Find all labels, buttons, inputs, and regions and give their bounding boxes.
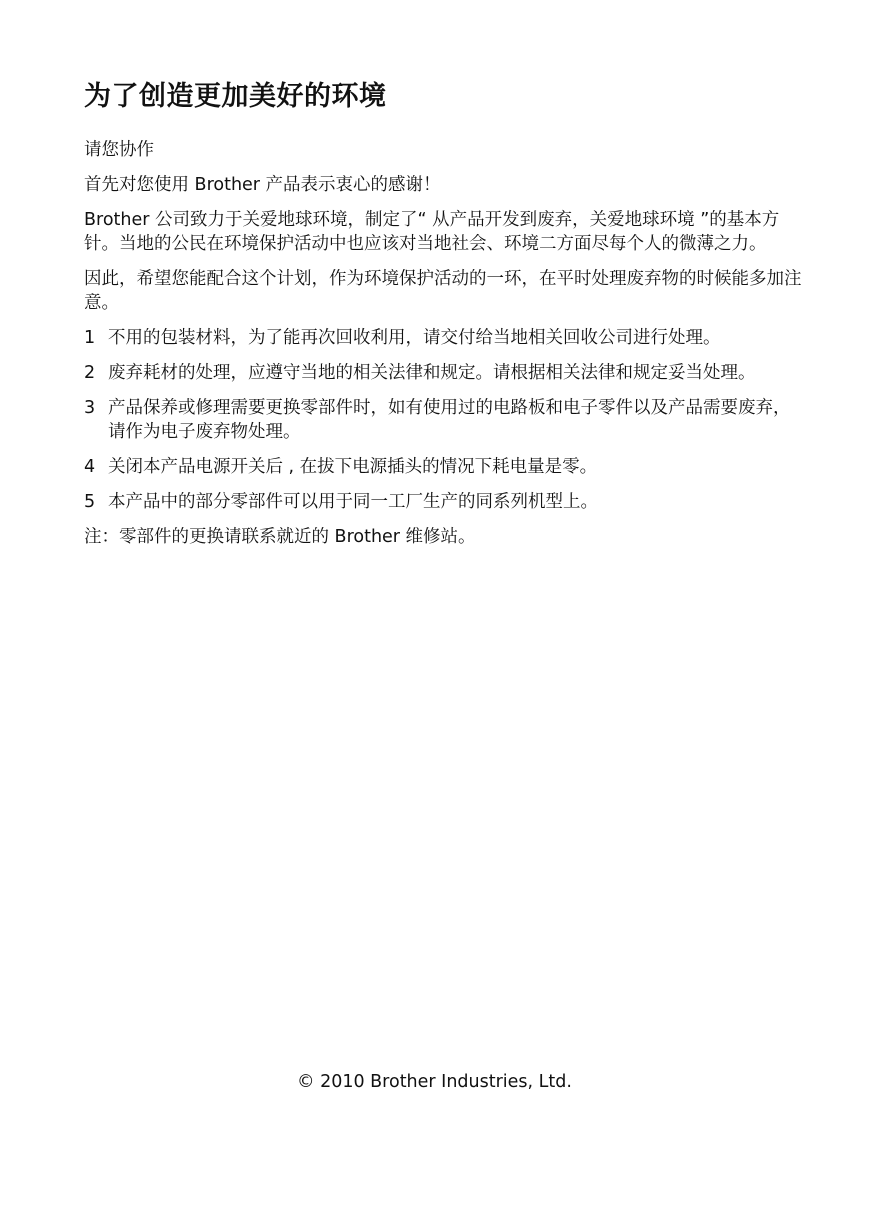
policy-paragraph: Brother 公司致力于关爱地球环境，制定了“ 从产品开发到废弃，关爱地球环境 ”的基本方针。当地的公民在环境保护活动中也应该对当地社会、环境二方面尽每个人的微薄之力。: [84, 210, 780, 254]
thanks-paragraph: 首先对您使用 Brother 产品表示衷心的感谢！: [84, 175, 441, 195]
subtitle: 请您协作: [84, 140, 154, 160]
list-item-text: 产品保养或修理需要更换零部件时，如有使用过的电路板和电子零件以及产品需要废弃，请作为电子废弃物处理。: [108, 398, 791, 442]
list-item-text: 废弃耗材的处理，应遵守当地的相关法律和规定。请根据相关法律和规定妥当处理。: [108, 363, 756, 383]
list-item-number: 5: [84, 492, 96, 512]
list-item-text: 不用的包装材料，为了能再次回收利用，请交付给当地相关回收公司进行处理。: [108, 328, 721, 348]
list-item-number: 1: [84, 328, 96, 348]
list-item: [84, 455, 804, 479]
list-item-text: 关闭本产品电源开关后 , 在拔下电源插头的情况下耗电量是零。: [108, 457, 598, 477]
page-title: 为了创造更加美好的环境: [84, 81, 387, 112]
list-item: [84, 490, 804, 514]
list-item-number: 2: [84, 363, 96, 383]
cooperation-paragraph: 因此，希望您能配合这个计划，作为环境保护活动的一环，在平时处理废弃物的时候能多加注意。: [84, 269, 802, 313]
list-item-number: 3: [84, 398, 96, 418]
list-item: [84, 396, 804, 444]
guideline-list: [84, 326, 804, 514]
copyright-notice: © 2010 Brother Industries, Ltd.: [297, 1072, 572, 1092]
service-note: 注：零部件的更换请联系就近的 Brother 维修站。: [84, 527, 476, 547]
list-item-number: 4: [84, 457, 96, 477]
list-item: [84, 361, 804, 385]
list-item: [84, 326, 804, 350]
document-body: [84, 78, 804, 560]
list-item-text: 本产品中的部分零部件可以用于同一工厂生产的同系列机型上。: [108, 492, 598, 512]
